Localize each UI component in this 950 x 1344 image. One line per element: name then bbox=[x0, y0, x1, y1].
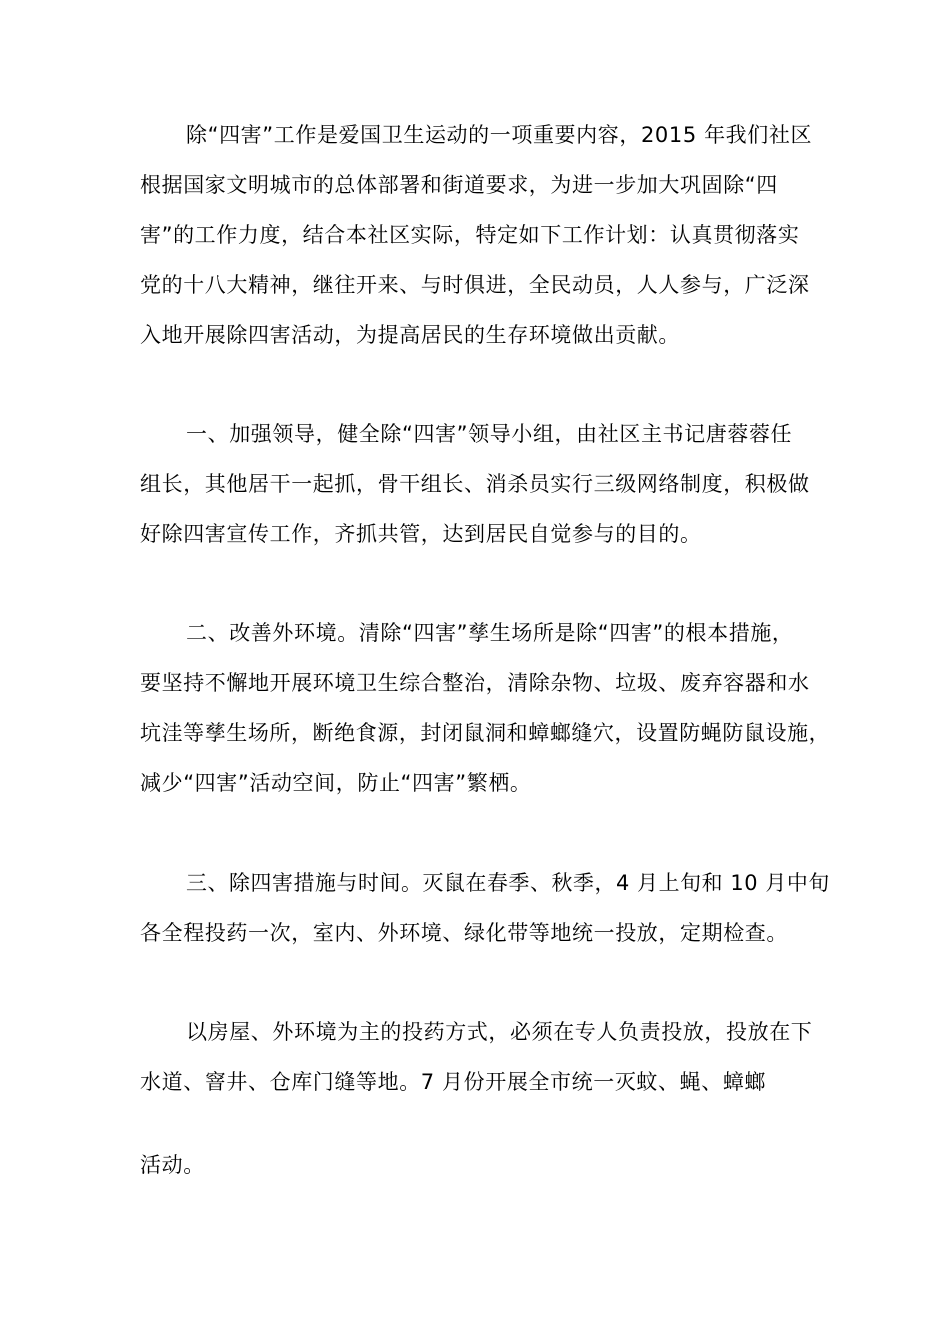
paragraph-2-line-1: 一、加强领导，健全除“四害”领导小组，由社区主书记唐蓉蓉任 bbox=[186, 422, 793, 446]
paragraph-1-line-3: 害”的工作力度，结合本社区实际，特定如下工作计划：认真贯彻落实 bbox=[140, 223, 800, 247]
paragraph-6-line-1: 活动。 bbox=[140, 1153, 205, 1177]
paragraph-5-line-2: 水道、窨井、仓库门缝等地。7 月份开展全市统一灭蚊、蝇、蟑螂 bbox=[140, 1070, 767, 1094]
paragraph-3-line-1: 二、改善外环境。清除“四害”孳生场所是除“四害”的根本措施， bbox=[186, 621, 794, 645]
paragraph-1-line-4: 党的十八大精神，继往开来、与时俱进，全民动员，人人参与，广泛深 bbox=[140, 273, 810, 297]
paragraph-3-line-2: 要坚持不懈地开展环境卫生综合整治，清除杂物、垃圾、废弃容器和水 bbox=[140, 671, 810, 695]
paragraph-4-line-2: 各全程投药一次，室内、外环境、绿化带等地统一投放，定期检查。 bbox=[140, 921, 788, 945]
paragraph-1-line-2: 根据国家文明城市的总体部署和街道要求，为进一步加大巩固除“四 bbox=[140, 173, 778, 197]
paragraph-3-line-3: 坑洼等孳生场所，断绝食源，封闭鼠洞和蟑螂缝穴，设置防蝇防鼠设施， bbox=[140, 721, 831, 745]
paragraph-2-line-3: 好除四害宣传工作，齐抓共管，达到居民自觉参与的目的。 bbox=[140, 522, 702, 546]
paragraph-2-line-2: 组长，其他居干一起抓，骨干组长、消杀员实行三级网络制度，积极做 bbox=[140, 472, 810, 496]
paragraph-3-line-4: 减少“四害”活动空间，防止“四害”繁栖。 bbox=[140, 771, 532, 795]
paragraph-1-line-1: 除“四害”工作是爱国卫生运动的一项重要内容，2015 年我们社区 bbox=[186, 123, 813, 147]
paragraph-1-line-5: 入地开展除四害活动，为提高居民的生存环境做出贡献。 bbox=[140, 323, 680, 347]
paragraph-4-line-1: 三、除四害措施与时间。灭鼠在春季、秋季，4 月上旬和 10 月中旬 bbox=[186, 871, 830, 895]
paragraph-5-line-1: 以房屋、外环境为主的投药方式，必须在专人负责投放，投放在下 bbox=[186, 1020, 813, 1044]
